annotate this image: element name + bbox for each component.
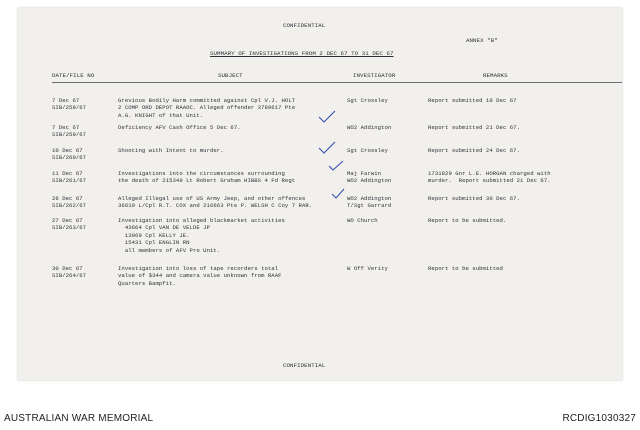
cell-line: 10 Dec 67 — [52, 147, 83, 154]
cell-line: SIB/259/67 — [52, 131, 87, 139]
cell-line: T/Sgt Garrard — [347, 202, 392, 210]
cell-investigator — [347, 265, 388, 272]
cell-line: all members of AFV Pro Unit. — [118, 246, 221, 254]
cell-line: Deficiency AFV Cash Office 5 Dec 67. — [118, 124, 241, 131]
classification-top: CONFIDENTIAL — [283, 22, 326, 29]
column-header-date: DATE/FILE NO — [52, 72, 95, 79]
cell-investigator — [347, 217, 378, 224]
cell-subject — [118, 195, 312, 210]
cell-line: WO2 Addington — [347, 177, 392, 185]
cell-date — [52, 97, 86, 112]
cell-line: 13969 Cpl KELLY JE. — [118, 231, 190, 239]
cell-line: A.G. KNIGHT of that Unit. — [118, 111, 204, 119]
cell-line: 2 COMP ORD DEPOT RAAOC. Alleged offender 3789617 Pte — [118, 104, 296, 112]
cell-date — [52, 124, 86, 139]
cell-line: 15431 Cpl ENGLIN RN — [118, 239, 190, 247]
cell-line: 26 Dec 67 — [52, 195, 83, 202]
cell-date — [52, 217, 86, 232]
check-mark-icon — [331, 188, 345, 200]
cell-date — [52, 265, 86, 280]
cell-line: Alleged Illegal use of US Army Jeep, and other offences — [118, 195, 306, 202]
cell-remarks — [428, 265, 503, 272]
cell-line: 7 Dec 67 — [52, 97, 80, 104]
cell-subject — [118, 124, 241, 131]
cell-line: WO2 Addington — [347, 124, 392, 131]
cell-line: Report to be submitted. — [428, 217, 507, 224]
cell-line: 36619 L/Cpl R.T. COX and 216663 Pte P. WELSH C Coy 7 RAR. — [118, 202, 313, 210]
cell-line: Report submitted 10 Dec 67 — [428, 97, 517, 104]
cell-investigator — [347, 147, 388, 154]
cell-line: 11 Dec 67 — [52, 170, 83, 177]
cell-line: 27 Dec 67 — [52, 217, 83, 224]
cell-line: WO Church — [347, 217, 378, 224]
cell-line: Maj Farwin — [347, 170, 382, 177]
cell-remarks — [428, 195, 520, 202]
cell-remarks — [428, 170, 551, 185]
column-header-subject: SUBJECT — [218, 72, 243, 79]
cell-line: Sgt Crossley — [347, 97, 388, 104]
cell-line: Investigations into the circumstances surrounding — [118, 170, 285, 177]
cell-date — [52, 170, 86, 185]
cell-remarks — [428, 147, 520, 154]
cell-line: SIB/262/67 — [52, 202, 87, 210]
footer-reference-id: RCDIG1030327 — [562, 413, 636, 424]
cell-line: 30 Dec 67 — [52, 265, 83, 272]
cell-line: W Off Verity — [347, 265, 388, 272]
cell-line: 7 Dec 67 — [52, 124, 80, 131]
document-title: SUMMARY OF INVESTIGATIONS FROM 2 DEC 67 TO 31 DEC 67 — [210, 50, 394, 57]
cell-line: the death of 215349 Lt Robert Graham HIBBS 4 Fd Regt — [118, 177, 296, 185]
cell-line: Investigation into alleged blackmarket activities — [118, 217, 285, 224]
cell-line: Investigation into loss of tape recorders total — [118, 265, 279, 272]
header-rule — [52, 82, 622, 83]
cell-remarks — [428, 97, 517, 104]
cell-investigator — [347, 170, 391, 185]
cell-subject — [118, 97, 295, 119]
cell-subject — [118, 217, 285, 254]
cell-line: Quarters Bampfit. — [118, 279, 176, 287]
annex-label: ANNEX "B" — [466, 37, 498, 44]
footer-archive-name: AUSTRALIAN WAR MEMORIAL — [4, 413, 154, 424]
cell-investigator — [347, 97, 388, 104]
cell-line: 1731829 Gnr L.E. HORGAN charged with — [428, 170, 551, 177]
cell-line: Grevious Bodily Harm committed against Cpl V.J. HOLT — [118, 97, 296, 104]
cell-line: 43664 Cpl VAN DE VELDE JP — [118, 224, 210, 232]
classification-bottom: CONFIDENTIAL — [283, 362, 326, 369]
cell-line: value of $344 and camera value unknown from RAAF — [118, 272, 282, 280]
cell-investigator — [347, 195, 391, 210]
cell-line: Shooting with Intent to murder. — [118, 147, 224, 154]
cell-subject — [118, 170, 295, 185]
check-mark-icon — [318, 110, 336, 124]
column-header-investigator: INVESTIGATOR — [353, 72, 396, 79]
check-mark-icon — [318, 141, 336, 155]
cell-line: WO2 Addington — [347, 195, 392, 202]
cell-line: murder. Report submitted 21 Dec 67. — [428, 177, 551, 185]
cell-line: SIB/261/67 — [52, 177, 87, 185]
cell-line: Report submitted 21 Dec 67. — [428, 124, 520, 131]
cell-line: SIB/258/67 — [52, 104, 87, 112]
cell-remarks — [428, 217, 506, 224]
cell-line: SIB/260/67 — [52, 154, 87, 162]
cell-date — [52, 195, 86, 210]
column-header-remarks: REMARKS — [483, 72, 508, 79]
cell-line: Report submitted 24 Dec 67. — [428, 147, 520, 154]
cell-line: SIB/264/67 — [52, 272, 87, 280]
cell-investigator — [347, 124, 391, 131]
cell-date — [52, 147, 86, 162]
cell-subject — [118, 147, 224, 154]
cell-line: Report to be submitted — [428, 265, 503, 272]
cell-subject — [118, 265, 282, 287]
cell-line: Report submitted 30 Dec 67. — [428, 195, 520, 202]
cell-remarks — [428, 124, 520, 131]
check-mark-icon — [328, 160, 344, 172]
cell-line: Sgt Crossley — [347, 147, 388, 154]
document-page — [18, 8, 622, 380]
cell-line: SIB/263/67 — [52, 224, 87, 232]
